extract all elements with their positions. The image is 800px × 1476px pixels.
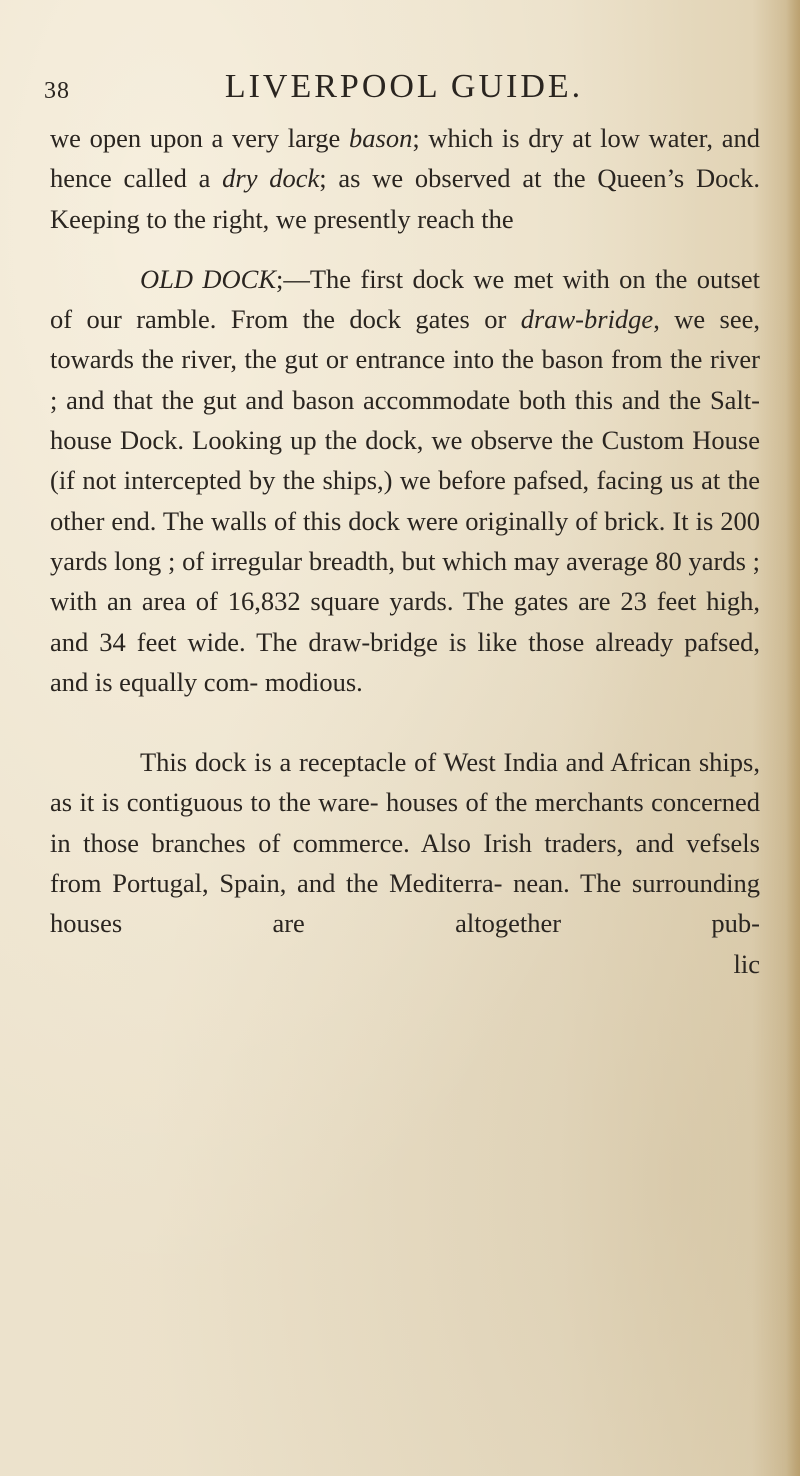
paragraph-2-text-b: , we see, towards the river, the gut or entrance into the bason from the river ; and that the gut and bason accommodate both this and the Salt-house Dock. Looking up the dock, we observe the Custom House (if not intercepted by the ships,) we before pafsed, facing us at the other end. The walls of this dock were originally of brick. It is 200 yards long ; of irregular breadth, but which may average 80 yards ; with an area of 16,832 square yards. The gates are 23 feet high, and 34 feet wide. The draw-bridge is like those already pafsed, and is equally com- modious. — [50, 304, 760, 697]
paragraph-1-text-a: we open upon a very large — [50, 123, 350, 153]
paragraph-gap — [50, 702, 760, 742]
paragraph-gap — [50, 239, 760, 259]
page-edge-shadow — [786, 0, 800, 1476]
paragraph-1-italic-bason: bason — [349, 123, 413, 153]
paragraph-1-text-b: ; which is dry at low water, and hence called a — [50, 123, 760, 194]
page-header — [44, 68, 764, 108]
paragraph-1-text-c: ; as we observed at the Queen’s Dock. Keeping to the right, we presently reach the — [50, 163, 760, 234]
paragraph-2-text-a: ;—The first dock we met with on the outset of our ramble. From the dock gates or — [50, 263, 761, 335]
page-number: 38 — [44, 78, 70, 104]
running-head: LIVERPOOL GUIDE. — [224, 68, 584, 105]
body-text — [50, 118, 760, 984]
paragraph-2-italic-draw-bridge: draw-bridge — [520, 304, 654, 335]
paragraph-3-text: This dock is a receptacle of West India and African ships, as it is contiguous to the ware- houses of the merchants concerned in those branches of commerce. Also Irish traders, and vefsels from Portugal, Spain, and the Mediterra- nean. The surrounding houses are altogether pub- — [50, 747, 760, 939]
paragraph-1-italic-dry-dock: dry dock — [222, 163, 320, 194]
paragraph-2 — [50, 259, 760, 702]
paragraph-1 — [50, 118, 760, 239]
old-dock-heading: OLD DOCK — [140, 263, 276, 294]
paragraph-3 — [50, 742, 760, 943]
catchword: lic — [733, 948, 760, 979]
